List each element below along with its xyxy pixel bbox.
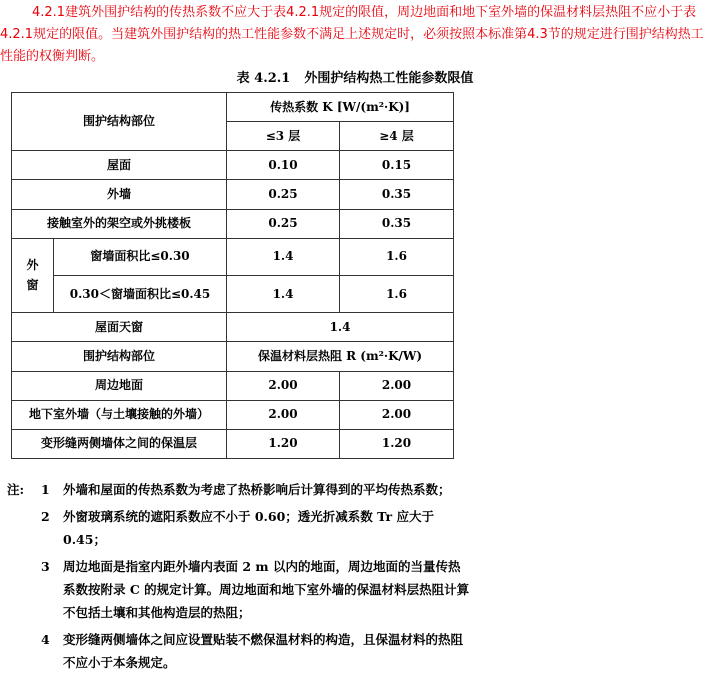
cell-le3: 2.00 (227, 400, 340, 429)
cell-le3: 0.10 (227, 151, 340, 180)
row-label: 0.30＜窗墙面积比≤0.45 (54, 275, 227, 312)
header-col-ge4: ≥4 层 (340, 122, 454, 151)
table-row (12, 151, 454, 180)
header-k-label: 传热系数 K [W/(m²·K)] (227, 93, 454, 122)
note-item (0, 628, 470, 674)
table-caption-number: 表 4.2.1 (236, 71, 291, 86)
note-text: 变形缝两侧墙体之间应设置贴装不燃保温材料的构造，且保温材料的热阻不应小于本条规定。 (63, 632, 464, 670)
note-item (0, 505, 470, 551)
table-row (12, 209, 454, 238)
header-r-label: 保温材料层热阻 R (m²·K/W) (227, 342, 454, 371)
note-number: 4 (41, 632, 50, 647)
note-number: 1 (41, 482, 50, 497)
table-row (12, 275, 454, 312)
row-label: 变形缝两侧墙体之间的保温层 (12, 429, 227, 458)
table-caption-title: 外围护结构热工性能参数限值 (304, 71, 474, 86)
cell-le3: 1.4 (227, 238, 340, 275)
cell-ge4: 0.35 (340, 209, 454, 238)
intro-paragraph: 4.2.1建筑外围护结构的传热系数不应大于表4.2.1规定的限值，周边地面和地下室外墙的保温材料层热阻不应小于表4.2.1规定的限值。当建筑外围护结构的热工性能参数不满足上述规定时，必须按照本标准第4.3节的规定进行围护结构热工性能的权衡判断。 (0, 5, 704, 64)
note-item (0, 478, 470, 501)
note-number: 2 (41, 509, 50, 524)
notes-section (0, 478, 470, 678)
table-row (12, 238, 454, 275)
row-label: 屋面天窗 (12, 313, 227, 342)
cell-ge4: 0.35 (340, 180, 454, 209)
cell-le3: 1.20 (227, 429, 340, 458)
row-label: 接触室外的架空或外挑楼板 (12, 209, 227, 238)
table-header-row (12, 93, 454, 122)
header-part-label: 围护结构部位 (12, 93, 227, 151)
table-row (12, 400, 454, 429)
notes-label: 注: (7, 482, 25, 497)
row-label: 屋面 (12, 151, 227, 180)
table-row (12, 313, 454, 342)
cell-le3: 2.00 (227, 371, 340, 400)
row-label: 地下室外墙（与土壤接触的外墙） (12, 400, 227, 429)
cell-le3: 1.4 (227, 275, 340, 312)
cell-ge4: 2.00 (340, 400, 454, 429)
note-text: 外窗玻璃系统的遮阳系数应不小于 0.60；透光折减系数 Tr 应大于 0.45； (63, 509, 434, 547)
cell-merged: 1.4 (227, 313, 454, 342)
note-text: 周边地面是指室内距外墙内表面 2 m 以内的地面，周边地面的当量传热系数按附录 C 的规定计算。周边地面和地下室外墙的保温材料层热阻计算不包括土壤和其他构造层的热阻； (63, 559, 470, 620)
window-group-label (12, 238, 54, 313)
cell-ge4: 1.20 (340, 429, 454, 458)
header-col-le3: ≤3 层 (227, 122, 340, 151)
thermal-parameters-table (11, 92, 454, 459)
table-row (12, 180, 454, 209)
cell-le3: 0.25 (227, 180, 340, 209)
cell-ge4: 2.00 (340, 371, 454, 400)
header-part-label: 围护结构部位 (12, 342, 227, 371)
note-item (0, 555, 470, 624)
note-number: 3 (41, 559, 50, 574)
row-label: 外墙 (12, 180, 227, 209)
table-row (12, 429, 454, 458)
cell-ge4: 1.6 (340, 275, 454, 312)
window-group-label-text: 外 窗 (26, 258, 39, 293)
cell-ge4: 0.15 (340, 151, 454, 180)
table-row (12, 371, 454, 400)
cell-ge4: 1.6 (340, 238, 454, 275)
table-caption (0, 70, 710, 88)
row-label: 周边地面 (12, 371, 227, 400)
table-header-row (12, 342, 454, 371)
row-label: 窗墙面积比≤0.30 (54, 238, 227, 275)
cell-le3: 0.25 (227, 209, 340, 238)
note-text: 外墙和屋面的传热系数为考虑了热桥影响后计算得到的平均传热系数； (63, 482, 451, 497)
